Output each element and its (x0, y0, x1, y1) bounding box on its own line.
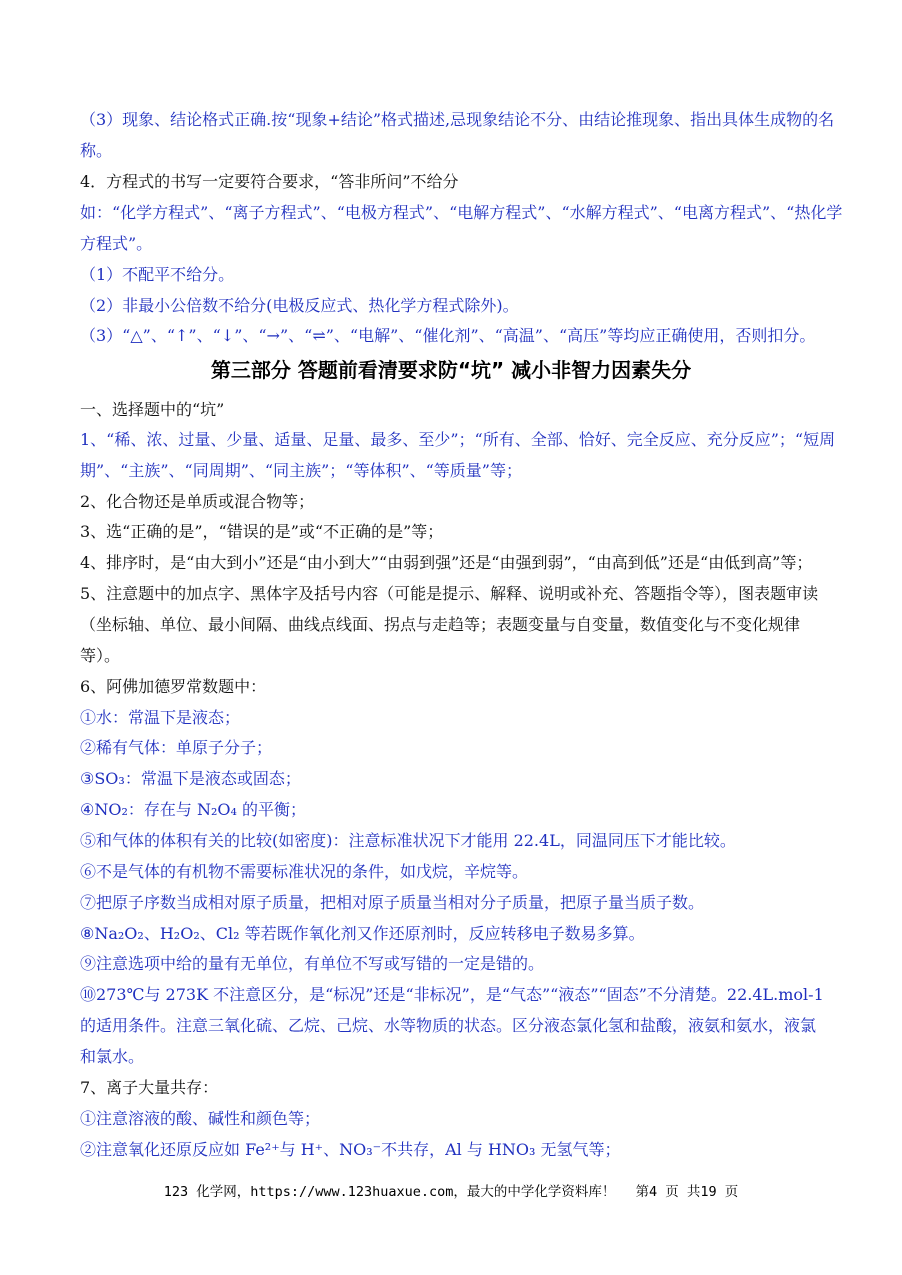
list-item: ①水：常温下是液态； (80, 708, 241, 727)
page-number: 第4 页 共19 页 (635, 1184, 739, 1200)
paragraph-line: 如：“化学方程式”、“离子方程式”、“电极方程式”、“电解方程式”、“水解方程式”、“电离方程式”、“热化学 (80, 203, 843, 222)
paragraph-line: （3）现象、结论格式正确.按“现象+结论”格式描述,忌现象结论不分、由结论推现象、指出具体生成物的名 (80, 110, 835, 129)
paragraph-line: 7、离子大量共存： (80, 1078, 219, 1097)
list-item: ⑧Na₂O₂、H₂O₂、Cl₂ 等若既作氧化剂又作还原剂时，反应转移电子数易多算。 (80, 924, 645, 943)
paragraph-line: 3、选“正确的是”，“错误的是”或“不正确的是”等； (80, 522, 444, 541)
sub-item: （2）非最小公倍数不给分(电极反应式、热化学方程式除外)。 (80, 296, 519, 315)
list-item: ③SO₃：常温下是液态或固态； (80, 769, 301, 788)
list-item: 和氯水。 (80, 1047, 145, 1066)
page-footer (0, 1180, 902, 1200)
list-item: ⑦把原子序数当成相对原子质量，把相对原子质量当相对分子质量，把原子量当质子数。 (80, 893, 705, 912)
paragraph-line: 1、“稀、浓、过量、少量、适量、足量、最多、至少”；“所有、全部、恰好、完全反应、充分反应”；“短周 (80, 430, 836, 449)
sub-item: （1）不配平不给分。 (80, 265, 235, 284)
list-item: ①注意溶液的酸、碱性和颜色等； (80, 1109, 321, 1128)
list-item: ⑥不是气体的有机物不需要标准状况的条件，如戊烷，辛烷等。 (80, 862, 529, 881)
paragraph-line: 5、注意题中的加点字、黑体字及括号内容（可能是提示、解释、说明或补充、答题指令等），图表题审读 (80, 584, 819, 603)
paragraph-line: 等）。 (80, 646, 121, 665)
list-item: ②稀有气体：单原子分子； (80, 738, 273, 757)
footer-site-text: 123 化学网，https://www.123huaxue.com，最大的中学化学资料库！ (163, 1184, 616, 1200)
list-item: 的适用条件。注意三氧化硫、乙烷、己烷、水等物质的状态。区分液态氯化氢和盐酸，液氨和氨水，液氯 (80, 1016, 817, 1035)
paragraph-line: （坐标轴、单位、最小间隔、曲线点线面、拐点与走趋等；表题变量与自变量，数值变化与不变化规律 (80, 615, 801, 634)
list-item: ⑤和气体的体积有关的比较(如密度)：注意标准状况下才能用 22.4L，同温同压下才能比较。 (80, 831, 736, 850)
paragraph-line: 期”、“主族”、“同周期”、“同主族”；“等体积”、“等质量”等； (80, 461, 522, 480)
list-item: ⑨注意选项中给的量有无单位，有单位不写或写错的一定是错的。 (80, 954, 545, 973)
paragraph-line: 称。 (80, 141, 113, 160)
section-heading: 一、选择题中的“坑” (80, 400, 225, 419)
paragraph-line: 2、化合物还是单质或混合物等； (80, 492, 315, 511)
section-title: 第三部分 答题前看清要求防“坑” 减小非智力因素失分 (210, 358, 692, 382)
item4-heading: 4．方程式的书写一定要符合要求，“答非所问”不给分 (80, 172, 459, 191)
list-item: ②注意氧化还原反应如 Fe²⁺与 H⁺、NO₃⁻不共存，Al 与 HNO₃ 无氢气等； (80, 1140, 621, 1159)
list-item: ④NO₂：存在与 N₂O₄ 的平衡； (80, 800, 306, 819)
paragraph-line: 4、排序时，是“由大到小”还是“由小到大”“由弱到强”还是“由强到弱”，“由高到低”还是“由低到高”等； (80, 553, 813, 572)
paragraph-line: 6、阿佛加德罗常数题中： (80, 677, 267, 696)
paragraph-line: 方程式”。 (80, 234, 153, 253)
sub-item: （3）“△”、“↑”、“↓”、“→”、“⇌”、“电解”、“催化剂”、“高温”、“高压”等均应正确使用，否则扣分。 (80, 326, 816, 345)
list-item: ⑩273℃与 273K 不注意区分，是“标况”还是“非标况”，是“气态”“液态”“固态”不分清楚。22.4L.mol-1 (80, 985, 824, 1004)
